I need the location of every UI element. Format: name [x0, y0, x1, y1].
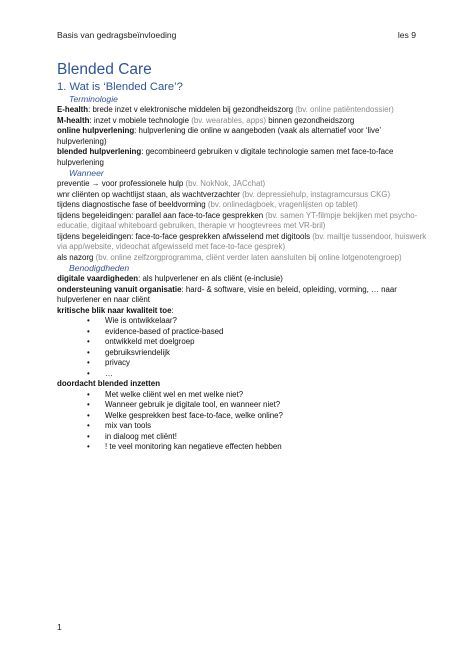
kritische-blik-list — [57, 316, 427, 379]
bullet-icon: • — [87, 431, 90, 441]
wanneer-line: preventie → voor professionele hulp (bv. NokNok, JACchat) — [57, 179, 266, 188]
list-item: • evidence-based of practice-based — [87, 326, 224, 336]
header-course-title: Basis van gedragsbeïnvloeding — [57, 30, 177, 40]
wanneer-line: tijdens begeleidingen: parallel aan face-to-face gesprekken (bv. samen YT-filmpje bekijken met psycho-educatie, digitaal whiteboard gebruiken, therapie vr hoogtevrees met VR-bril) — [57, 210, 418, 230]
bullet-icon: • — [87, 326, 90, 336]
bullet-icon: • — [87, 410, 90, 420]
document-body — [57, 60, 427, 453]
list-item: • Met welke cliënt wel en met welke niet? — [87, 389, 244, 399]
bullet-icon: • — [87, 358, 90, 367]
bullet-icon: • — [87, 347, 90, 357]
wanneer-line: tijdens diagnostische fase of beeldvorming (bv. onlinedagboek, vragenlijsten op tablet) — [57, 200, 358, 209]
list-item: • ontwikkeld met doelgroep — [87, 337, 195, 346]
bullet-icon: • — [87, 442, 90, 451]
wanneer-line: als nazorg (bv. online zelfzorgprogramma, cliënt verder laten aansluiten bij online lotgenotengroep) — [57, 252, 402, 262]
bullet-icon: • — [87, 400, 90, 409]
document-title: Blended Care — [57, 61, 152, 78]
header-lesson: les 9 — [397, 30, 416, 40]
doordacht-list — [57, 390, 427, 453]
bullet-icon: • — [87, 337, 90, 346]
bullet-icon: • — [87, 421, 90, 430]
term-ehealth: E-health: brede inzet v elektronische middelen bij gezondheidszorg (bv. online patiëntendossier) — [57, 105, 394, 114]
term-mhealth: M-health: inzet v mobiele technologie (bv. wearables, apps) binnen gezondheidszorg — [57, 115, 355, 125]
benodigdheden-line: ondersteuning vanuit organisatie: hard- & software, visie en beleid, opleiding, vorming, … naar hulpverlener en naar cliënt — [57, 284, 397, 304]
doordacht-title: doordacht blended inzetten — [57, 379, 161, 388]
list-item: • in dialoog met cliënt! — [87, 431, 177, 441]
list-item: • Welke gesprekken best face-to-face, welke online? — [87, 410, 283, 420]
list-item: • mix van tools — [87, 421, 152, 430]
list-item: • Wie is ontwikkelaar? — [87, 316, 177, 325]
kritische-blik-title: kritische blik naar kwaliteit toe: — [57, 305, 174, 315]
term-online-hulpverlening: online hulpverlening: hulpverlening die online w aangeboden (vaak als alternatief voor ‘live’ hulpverlening) — [57, 126, 381, 146]
list-item: • gebruiksvriendelijk — [87, 347, 170, 357]
wanneer-line: tijdens begeleidingen: face-to-face gesprekken afwisselend met digitools (bv. mailtje tussendoor, huiswerk via app/website, videochat afgewisseld met face-to-face gesprek) — [57, 231, 427, 251]
list-item: • … — [87, 368, 113, 378]
term-blended-hulpverlening: blended hulpverlening: gecombineerd gebruiken v digitale technologie samen met face-to-face hulpverlening — [57, 147, 394, 167]
bullet-icon: • — [87, 368, 90, 378]
benodigdheden-line: digitale vaardigheden: als hulpverlener en als cliënt (e-inclusie) — [57, 274, 283, 283]
page-number: 1 — [57, 622, 62, 632]
bullet-icon: • — [87, 389, 90, 399]
subheading-terminologie: Terminologie — [69, 94, 118, 104]
subheading-benodigdheden: Benodigdheden — [69, 263, 130, 273]
subheading-wanneer: Wanneer — [69, 168, 104, 178]
bullet-icon: • — [87, 316, 90, 325]
list-item: • Wanneer gebruik je digitale tool, en wanneer niet? — [87, 400, 281, 409]
wanneer-line: wnr cliënten op wachtlijst staan, als wachtverzachter (bv. depressiehulp, instagramcursus CKG) — [57, 189, 391, 199]
section-heading: 1. Wat is ‘Blended Care’? — [57, 81, 183, 93]
list-item: • privacy — [87, 358, 130, 367]
list-item: • ! te veel monitoring kan negatieve effecten hebben — [87, 442, 282, 451]
